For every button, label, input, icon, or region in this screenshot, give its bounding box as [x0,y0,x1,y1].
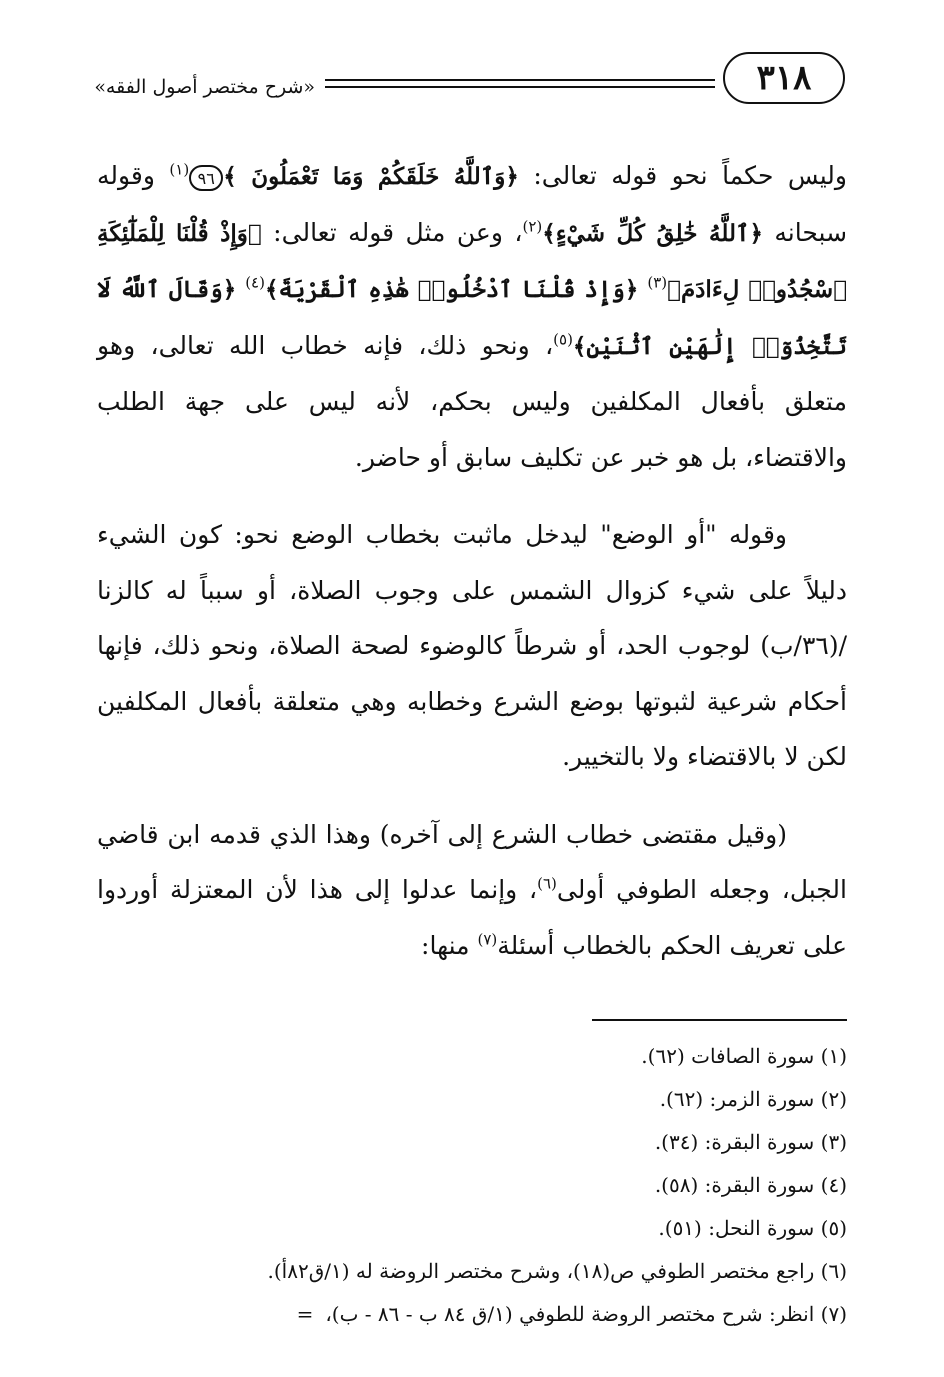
footnote-ref: (١) [169,160,190,179]
continuation-mark: = [296,1302,314,1326]
text-run: وليس حكماً نحو قوله تعالى: [518,161,847,190]
text-run: ، ونحو ذلك، فإنه خطاب الله تعالى، وهو متعلق بأفعال المكلفين وليس بحكم، لأنه ليس على جهة الطلب والاقتضاء، بل هو خبر عن تكليف سابق أو حاضر. [97,330,847,472]
text-run: (وقيل مقتضى خطاب الشرع إلى آخره) وهذا الذي قدمه ابن قاضي الجبل، وجعله الطوفي أولى [97,819,847,904]
footnote-2: (٢) سورة الزمر: (٦٢). [659,1087,847,1111]
footnote-3: (٣) سورة البقرة: (٣٤). [654,1130,847,1154]
quran-verse: ﴿وَٱللَّهُ خَلَقَكُمْ وَمَا تَعْمَلُونَ ﴾ [223,163,519,190]
paragraph-spacer [97,785,847,807]
text-run: ، وعن مثل قوله تعالى: [261,217,523,247]
page-header [95,52,847,110]
quran-verse: ﴿ٱللَّهُ خَٰلِقُ كُلِّ شَيْءٍ﴾ [542,219,763,247]
footnote-ref: (٣) [647,273,668,292]
header-rule [325,79,715,88]
footnotes [85,1035,847,1336]
text-run: منها: [421,930,478,960]
footnote-ref: (٦) [537,874,557,893]
footnote-ref: (٧) [477,930,498,949]
quran-verse: ﴿وَقَالَ ٱللَّهُ لَا تَتَّخِذُوٓا۟ إِلَٰهَيْنِ ٱثْنَيْنِ﴾ [97,276,847,360]
text-run: ، وإنما عدلوا إلى هذا لأن المعتزلة أوردوا على تعريف الحكم بالخطاب أسئلة [97,875,847,960]
paragraph-3 [97,807,847,974]
footnote-separator [592,1019,847,1021]
footnote-7-row [85,1293,847,1336]
paragraph-spacer [97,485,847,507]
running-title: «شرح مختصر أصول الفقه» [94,76,315,98]
footnote-1: (١) سورة الصافات (٦٢). [641,1044,847,1068]
quran-verse: ﴿وَإِذْ قُلْنَا ٱدْخُلُوا۟ هَٰذِهِ ٱلْقَرْيَةَ﴾ [264,276,648,303]
footnote-ref: (٢) [522,217,543,236]
paragraph-2: وقوله "أو الوضع" ليدخل ماثبت بخطاب الوضع نحو: كون الشيء دليلاً على شيء كزوال الشمس على وجوب الصلاة، أو سبباً له كالزنا /(٣٦/ب) لوجوب الحد، أو شرطاً كالوضوء لصحة الصلاة، ونحو ذلك، فإنها أحكام شرعية لثبوتها بوضع الشرع وخطابه وهي متعلقة بأفعال المكلفين لكن لا بالاقتضاء ولا بالتخيير. [97,520,848,771]
footnote-ref: (٥) [553,330,573,349]
ayah-number-mark: ٩٦ [189,165,223,191]
footnote-6: (٦) راجع مختصر الطوفي ص(١٨)، وشرح مختصر الروضة له (١/ق٨٢أ). [267,1259,847,1283]
text-run: وقوله سبحانه [97,161,848,247]
paragraph-1 [97,148,847,485]
footnote-5: (٥) سورة النحل: (٥١). [658,1216,847,1240]
page-number: ٣١٨ [723,52,845,104]
main-text [97,148,847,973]
quran-verse: ﴿وَإِذْ قُلْنَا لِلْمَلَٰٓئِكَةِ ٱسْجُدُوا۟ لِءَادَمَ﴾ [97,219,848,303]
footnote-7: (٧) انظر: شرح مختصر الروضة للطوفي (١/ق ٨٤ ب - ٨٦ - ب)، [325,1302,847,1326]
footnote-4: (٤) سورة البقرة: (٥٨). [654,1173,847,1197]
footnote-ref: (٤) [245,273,265,292]
